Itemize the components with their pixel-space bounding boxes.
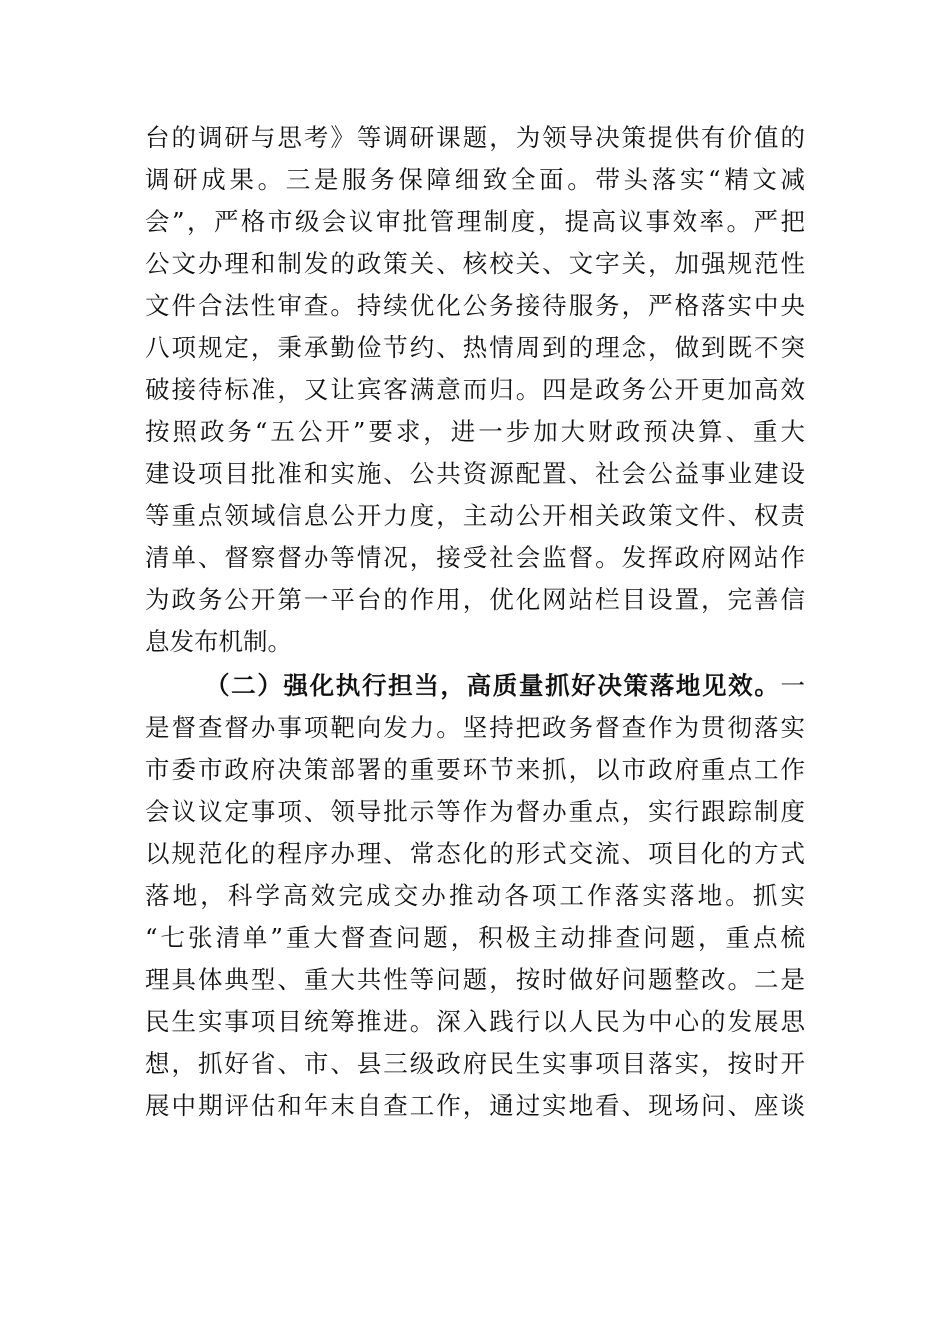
text-line: 市委市政府决策部署的重要环节来抓，以市政府重点工作	[145, 755, 805, 784]
text-line: 建设项目批准和实施、公共资源配置、社会公益事业建设	[145, 459, 805, 488]
text-line: 会”，严格市级会议审批管理制度，提高议事效率。严把	[145, 207, 805, 236]
text-line: 公文办理和制发的政策关、核校关、文字关，加强规范性	[145, 249, 805, 278]
text-line: 民生实事项目统筹推进。深入践行以人民为中心的发展思	[145, 1007, 805, 1036]
text-line: 八项规定，秉承勤俭节约、热情周到的理念，做到既不突	[145, 333, 805, 362]
section-heading: （二）强化执行担当，高质量抓好决策落地见效。	[205, 671, 781, 700]
text-line: 以规范化的程序办理、常态化的形式交流、项目化的方式	[145, 839, 805, 868]
text-line: 等重点领域信息公开力度，主动公开相关政策文件、权责	[145, 501, 805, 530]
text-line: 破接待标准，又让宾客满意而归。四是政务公开更加高效	[145, 375, 805, 404]
text-line: 调研成果。三是服务保障细致全面。带头落实“精文减	[145, 165, 805, 194]
text-line: 为政务公开第一平台的作用，优化网站栏目设置，完善信	[145, 585, 805, 614]
text-line: 落地，科学高效完成交办推动各项工作落实落地。抓实	[145, 881, 805, 910]
text-line: 想，抓好省、市、县三级政府民生实事项目落实，按时开	[145, 1049, 805, 1078]
text-line: 是督查督办事项靶向发力。坚持把政务督查作为贯彻落实	[145, 713, 805, 742]
text-line: 理具体典型、重大共性等问题，按时做好问题整改。二是	[145, 965, 805, 994]
text-line: 展中期评估和年末自查工作，通过实地看、现场问、座谈	[145, 1091, 805, 1120]
text-line: 文件合法性审查。持续优化公务接待服务，严格落实中央	[145, 291, 805, 320]
text-line: 按照政务“五公开”要求，进一步加大财政预决算、重大	[145, 417, 805, 446]
section-heading-line	[205, 666, 805, 706]
text-line: 会议议定事项、领导批示等作为督办重点，实行跟踪制度	[145, 797, 805, 826]
text-line: “七张清单”重大督查问题，积极主动排查问题，重点梳	[145, 923, 805, 952]
heading-line-rest: 一	[780, 671, 805, 700]
text-line: 息发布机制。	[145, 627, 292, 656]
text-line: 清单、督察督办等情况，接受社会监督。发挥政府网站作	[145, 543, 805, 572]
text-line: 台的调研与思考》等调研课题，为领导决策提供有价值的	[145, 123, 805, 152]
